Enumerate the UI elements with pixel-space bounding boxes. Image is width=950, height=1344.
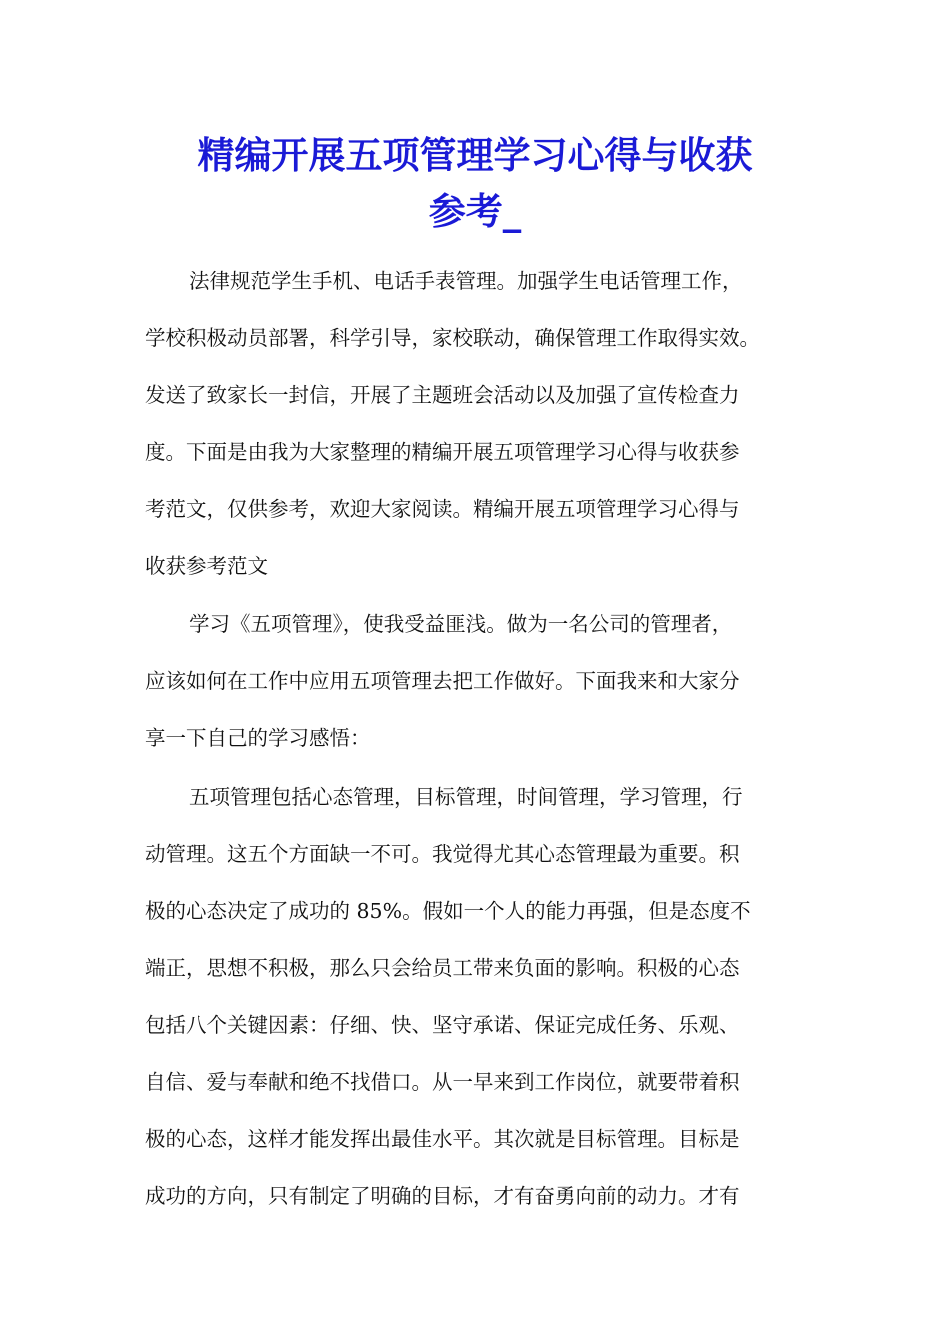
paragraph-line: 极的心态决定了成功的 85%。假如一个人的能力再强，但是态度不: [145, 899, 751, 923]
document-title-line-2: 参考_: [428, 189, 522, 233]
paragraph-line: 动管理。这五个方面缺一不可。我觉得尤其心态管理最为重要。积: [145, 842, 740, 866]
paragraph-line: 学习《五项管理》，使我受益匪浅。做为一名公司的管理者，: [189, 612, 733, 636]
paragraph-line: 自信、爱与奉献和绝不找借口。从一早来到工作岗位，就要带着积: [145, 1070, 740, 1094]
paragraph-line: 法律规范学生手机、电话手表管理。加强学生电话管理工作，: [189, 269, 743, 293]
paragraph-line: 端正，思想不积极，那么只会给员工带来负面的影响。积极的心态: [145, 956, 740, 980]
paragraph-line: 应该如何在工作中应用五项管理去把工作做好。下面我来和大家分: [145, 669, 740, 693]
paragraph-line: 收获参考范文: [145, 554, 268, 578]
document-title-line-1: 精编开展五项管理学习心得与收获: [197, 133, 753, 177]
paragraph-line: 五项管理包括心态管理，目标管理，时间管理，学习管理，行: [189, 785, 743, 809]
paragraph-line: 包括八个关键因素：仔细、快、坚守承诺、保证完成任务、乐观、: [145, 1013, 740, 1037]
paragraph-line: 考范文，仅供参考，欢迎大家阅读。精编开展五项管理学习心得与: [145, 497, 740, 521]
paragraph-line: 发送了致家长一封信，开展了主题班会活动以及加强了宣传检查力: [145, 383, 740, 407]
paragraph-line: 享一下自己的学习感悟：: [145, 726, 371, 750]
paragraph-line: 学校积极动员部署，科学引导，家校联动，确保管理工作取得实效。: [145, 326, 760, 350]
paragraph-line: 度。下面是由我为大家整理的精编开展五项管理学习心得与收获参: [145, 440, 740, 464]
paragraph-line: 成功的方向，只有制定了明确的目标，才有奋勇向前的动力。才有: [145, 1184, 740, 1208]
paragraph-line: 极的心态，这样才能发挥出最佳水平。其次就是目标管理。目标是: [145, 1127, 740, 1151]
